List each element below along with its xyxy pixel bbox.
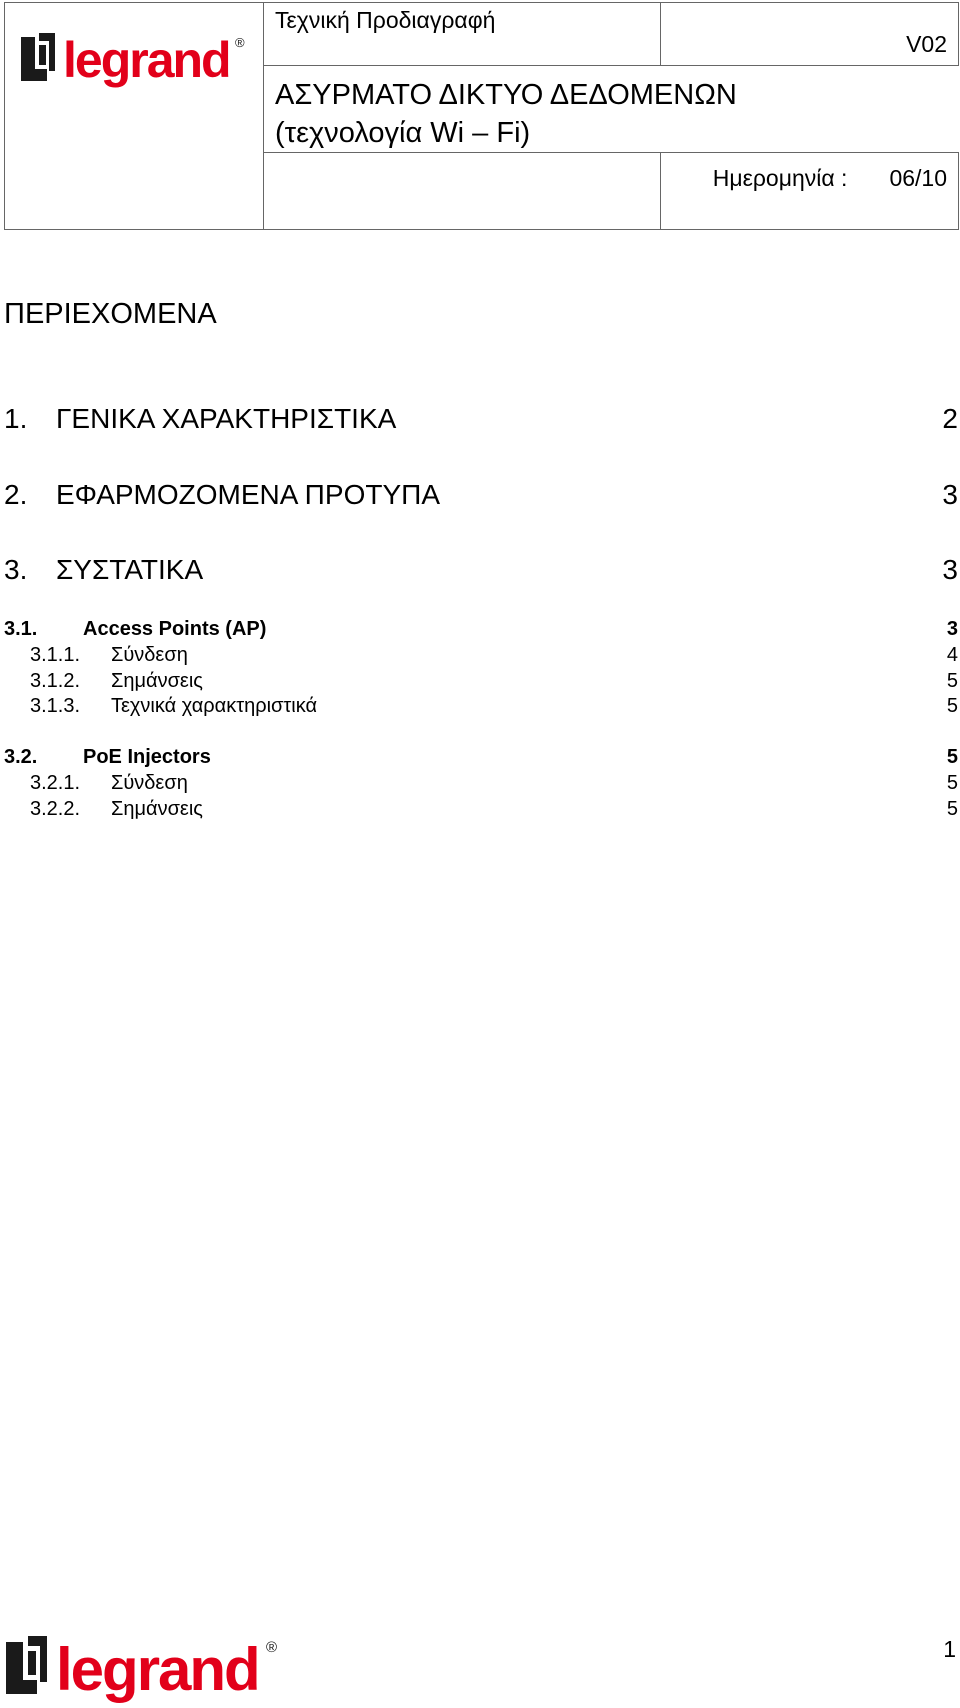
toc-entry-page: 3 [942, 554, 958, 585]
footer-legrand-logo [4, 1634, 284, 1704]
toc-entry-page: 5 [946, 670, 958, 692]
toc-entry[interactable] [30, 772, 958, 795]
toc-entry[interactable] [4, 746, 958, 769]
toc-entry-page: 3 [946, 618, 958, 640]
toc-entry-number: 3.1.1. [30, 644, 81, 666]
doc-version: V02 [906, 31, 947, 57]
toc-entry-number: 1. [4, 403, 28, 434]
toc-entry[interactable] [4, 618, 958, 641]
toc-entry[interactable] [4, 403, 958, 435]
toc-entry-text: Σύνδεση [111, 644, 188, 666]
toc-entry[interactable] [30, 798, 958, 821]
date-label: Ημερομηνία : [712, 165, 848, 191]
toc-entry[interactable] [30, 644, 958, 667]
empty-cell [264, 153, 661, 230]
toc-entry-text: Σύνδεση [111, 772, 188, 794]
toc-entry-page: 2 [942, 403, 958, 434]
toc-entry-number: 3.2. [4, 746, 38, 768]
toc-entry-text: Σημάνσεις [111, 670, 203, 692]
logo-wordmark: legrand [63, 32, 230, 88]
toc-entry[interactable] [30, 670, 958, 693]
toc-entry-page: 5 [946, 772, 958, 794]
svg-text:®: ® [235, 35, 245, 50]
toc-entry-number: 3.2.1. [30, 772, 81, 794]
version-cell [661, 3, 959, 66]
doc-type: Τεχνική Προδιαγραφή [275, 7, 496, 33]
toc-entry-number: 3.2.2. [30, 798, 81, 820]
toc-entry-text: Access Points (AP) [83, 618, 267, 640]
date-cell [661, 153, 959, 230]
date-value: 06/10 [889, 165, 947, 191]
toc-entry-page: 3 [942, 479, 958, 510]
toc-entry-text: Σημάνσεις [111, 798, 203, 820]
toc-entry-text: ΓΕΝΙΚΑ ΧΑΡΑΚΤΗΡΙΣΤΙΚΑ [56, 403, 397, 434]
toc-entry[interactable] [4, 554, 958, 586]
toc-entry-text: PoE Injectors [83, 746, 211, 768]
toc-entry-page: 5 [946, 695, 958, 717]
toc-entry-text: ΣΥΣΤΑΤΙΚΑ [56, 554, 204, 585]
toc-entry-text: Τεχνικά χαρακτηριστικά [111, 695, 318, 717]
toc-entry-number: 3.1.2. [30, 670, 81, 692]
toc-entry-text: ΕΦΑΡΜΟΖΟΜΕΝΑ ΠΡΟΤΥΠΑ [56, 479, 441, 510]
toc-heading: ΠΕΡΙΕΧΟΜΕΝΑ [4, 298, 217, 330]
toc-entry-number: 3. [4, 554, 28, 585]
toc-entry[interactable] [30, 695, 958, 718]
toc-entry[interactable] [4, 479, 958, 511]
title-cell [264, 66, 959, 153]
header-logo-cell [5, 3, 264, 230]
toc-entry-number: 3.1. [4, 618, 38, 640]
document-header [4, 2, 959, 230]
doc-title [275, 76, 737, 152]
footer-logo-wordmark: legrand [56, 1636, 259, 1703]
doc-title-line2: (τεχνολογία Wi – Fi) [275, 117, 531, 149]
page-number: 1 [943, 1636, 956, 1662]
toc-entry-page: 5 [946, 798, 958, 820]
doc-type-cell [264, 3, 661, 66]
doc-title-line1: ΑΣΥΡΜΑΤΟ ΔΙΚΤΥΟ ΔΕΔΟΜΕΝΩΝ [275, 79, 737, 111]
svg-text:®: ® [266, 1639, 278, 1656]
legrand-logo [19, 31, 251, 89]
toc-entry-page: 5 [946, 746, 958, 768]
toc-entry-page: 4 [946, 644, 958, 666]
toc-entry-number: 3.1.3. [30, 695, 81, 717]
toc-entry-number: 2. [4, 479, 28, 510]
